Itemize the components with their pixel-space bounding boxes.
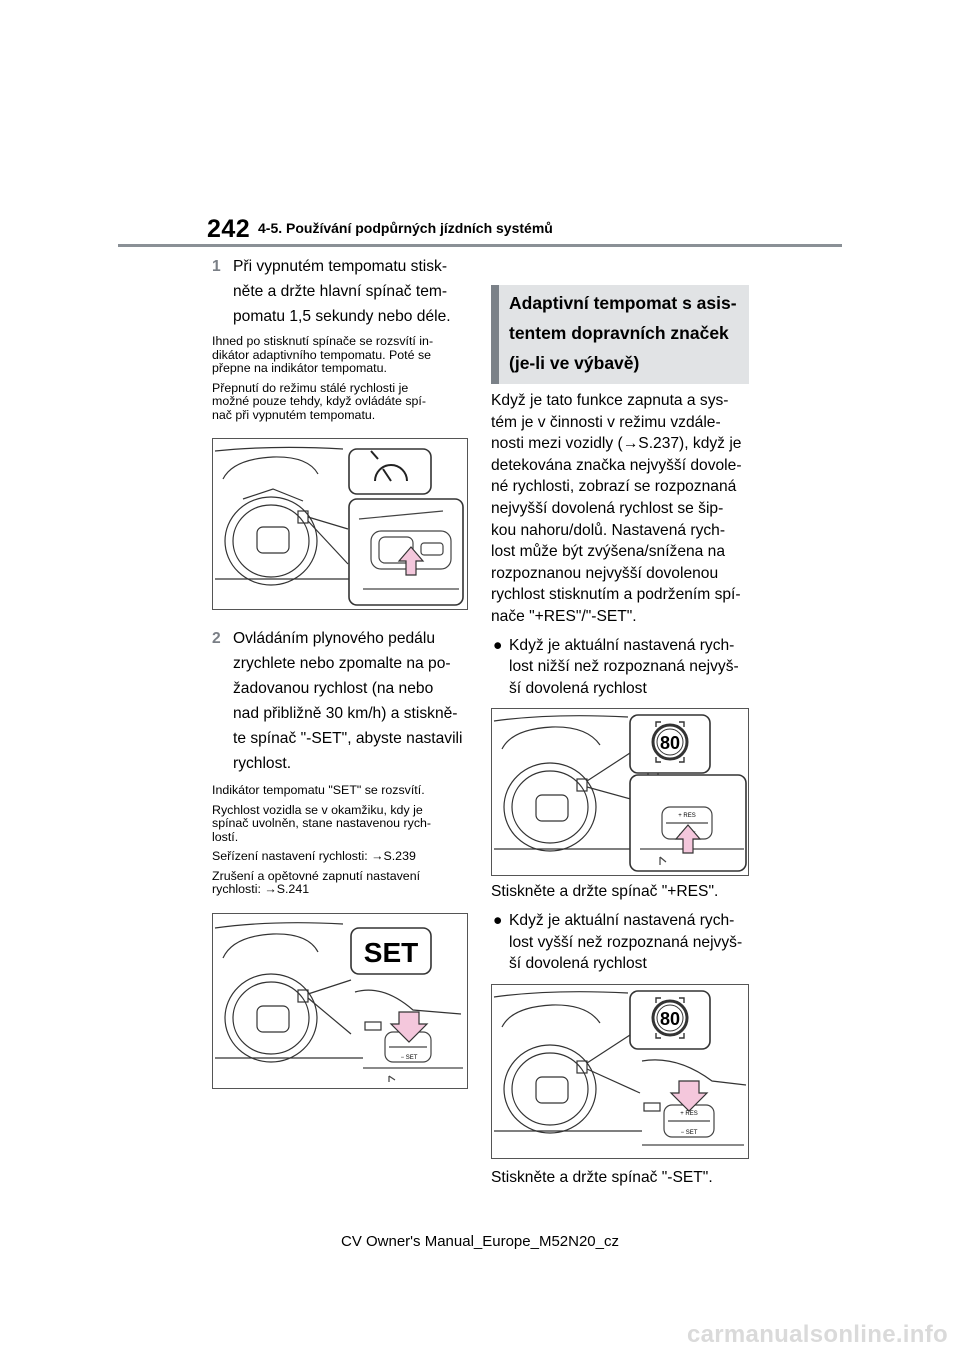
step-2-line: zrychlete nebo zpomalte na po- — [233, 655, 451, 672]
illustration-main-switch — [212, 438, 468, 610]
illustration-res-switch — [491, 708, 749, 876]
body-line: tém je v činnosti v režimu vzdále- — [491, 413, 721, 431]
speed-limit-sign-icon — [653, 998, 687, 1038]
heading-line: (je-li ve výbavě) — [509, 353, 640, 373]
bullet-line: lost vyšší než rozpoznaná nejvyš- — [509, 933, 743, 951]
page-reference: Seřízení nastavení rychlosti: →S.239 — [212, 849, 416, 863]
steering-wheel-illustration — [492, 985, 748, 1158]
set-indicator-label: SET — [363, 936, 419, 968]
page-reference: rychlosti: →S.241 — [212, 882, 310, 896]
heading-line: tentem dopravních značek — [509, 323, 729, 343]
note-line: možné pouze tehdy, když ovládáte spí- — [212, 394, 426, 408]
bullet-line: Když je aktuální nastavená rych- — [509, 636, 735, 654]
speed-limit-value: 80 — [659, 733, 681, 754]
note-line: přepne na indikátor tempomatu. — [212, 361, 387, 375]
caption-res: Stiskněte a držte spínač "+RES". — [491, 883, 719, 901]
section-header-title: 4-5. Používání podpůrných jízdních systémů — [258, 220, 553, 236]
body-line: Když je tato funkce zapnuta a sys- — [491, 392, 729, 409]
body-line: detekována značka nejvyšší dovole- — [491, 456, 742, 474]
body-line: lost může být zvýšena/snížena na — [491, 543, 726, 561]
note-line: Zrušení a opětovné zapnutí nastavení — [212, 868, 421, 883]
note-line: Indikátor tempomatu "SET" se rozsvítí. — [212, 783, 425, 797]
press-arrow-icon — [391, 1012, 427, 1042]
note-line: Přepnutí do režimu stálé rychlosti je — [212, 380, 409, 395]
steering-wheel-illustration — [213, 914, 467, 1088]
note-line: dikátor adaptivního tempomatu. Poté se — [212, 347, 432, 362]
note-paragraph — [212, 850, 470, 864]
step-1-line: něte a držte hlavní spínač tem- — [233, 283, 448, 300]
watermark: carmanualsonline.info — [686, 1321, 948, 1348]
section-heading — [491, 285, 749, 384]
bullet-line: ší dovolená rychlost — [509, 955, 647, 973]
bullet-item — [491, 635, 749, 700]
step-2-line: žadovanou rychlost (na nebo — [233, 680, 434, 697]
note-paragraph — [212, 784, 470, 798]
body-line: rozpoznanou nejvyšší dovolenou — [491, 564, 719, 582]
speed-limit-sign-icon — [653, 722, 687, 762]
note-line: Ihned po stisknutí spínače se rozsvítí in- — [212, 334, 434, 348]
illustration-set-switch-lower — [491, 984, 749, 1159]
bullet-dot-icon: ● — [493, 911, 503, 929]
press-arrow-icon — [671, 1081, 707, 1111]
heading-line: Adaptivní tempomat s asis- — [509, 293, 737, 313]
body-line: né rychlosti, zobrazí se rozpoznaná — [491, 478, 737, 496]
step-1-line: Při vypnutém tempomatu stisk- — [233, 258, 448, 275]
set-switch-label: − SET — [680, 1129, 698, 1136]
note-line: spínač uvolněn, stane nastavenou rych- — [212, 816, 432, 830]
note-line: nač při vypnutém tempomatu. — [212, 407, 376, 422]
footer-manual-id: CV Owner's Manual_Europe_M52N20_cz — [340, 1233, 619, 1250]
step-number: 2 — [212, 630, 221, 647]
step-2-line: te spínač "-SET", abyste nastavili — [233, 730, 463, 747]
note-line: Rychlost vozidla se v okamžiku, kdy je — [212, 802, 423, 817]
body-line: nače "+RES"/"-SET". — [491, 607, 637, 625]
note-paragraph — [212, 804, 470, 845]
step-1-line: pomatu 1,5 sekundy nebo déle. — [233, 308, 451, 325]
set-switch-label: − SET — [400, 1054, 418, 1061]
bullet-line: Když je aktuální nastavená rych- — [509, 911, 735, 929]
note-line: lostí. — [212, 829, 239, 844]
note-paragraph — [212, 382, 470, 423]
body-line: kou nahoru/dolů. Nastavená rych- — [491, 521, 726, 539]
step-2 — [212, 626, 470, 776]
note-paragraph — [212, 335, 470, 376]
body-line: rychlost stisknutím a podržením spí- — [491, 586, 741, 604]
steering-wheel-illustration — [492, 709, 748, 875]
step-1 — [212, 254, 470, 329]
step-2-line: nad přibližně 30 km/h) a stiskně- — [233, 705, 458, 722]
note-paragraph — [212, 870, 470, 897]
res-switch-label: + RES — [678, 813, 696, 820]
right-column — [491, 254, 749, 1188]
bullet-dot-icon: ● — [493, 636, 503, 654]
bullet-item — [491, 910, 749, 975]
body-line: nejvyšší dovolená rychlost se šip- — [491, 499, 724, 517]
intro-paragraph — [491, 390, 749, 628]
page-number: 242 — [207, 215, 251, 243]
caption-set: Stiskněte a držte spínač "-SET". — [491, 1168, 713, 1186]
step-2-line: Ovládáním plynového pedálu — [233, 630, 435, 647]
res-switch-label: + RES — [680, 1110, 698, 1117]
left-column — [212, 254, 470, 1089]
header-divider — [118, 244, 842, 247]
bullet-line: lost nižší než rozpoznaná nejvyš- — [509, 658, 739, 676]
speed-limit-value: 80 — [659, 1008, 681, 1029]
body-line: nosti mezi vozidly (→S.237), když je — [491, 435, 742, 453]
step-2-line: rychlost. — [233, 755, 292, 772]
illustration-set-switch — [212, 913, 468, 1089]
bullet-line: ší dovolená rychlost — [509, 679, 647, 697]
step-number: 1 — [212, 258, 221, 275]
steering-wheel-illustration — [213, 439, 467, 609]
